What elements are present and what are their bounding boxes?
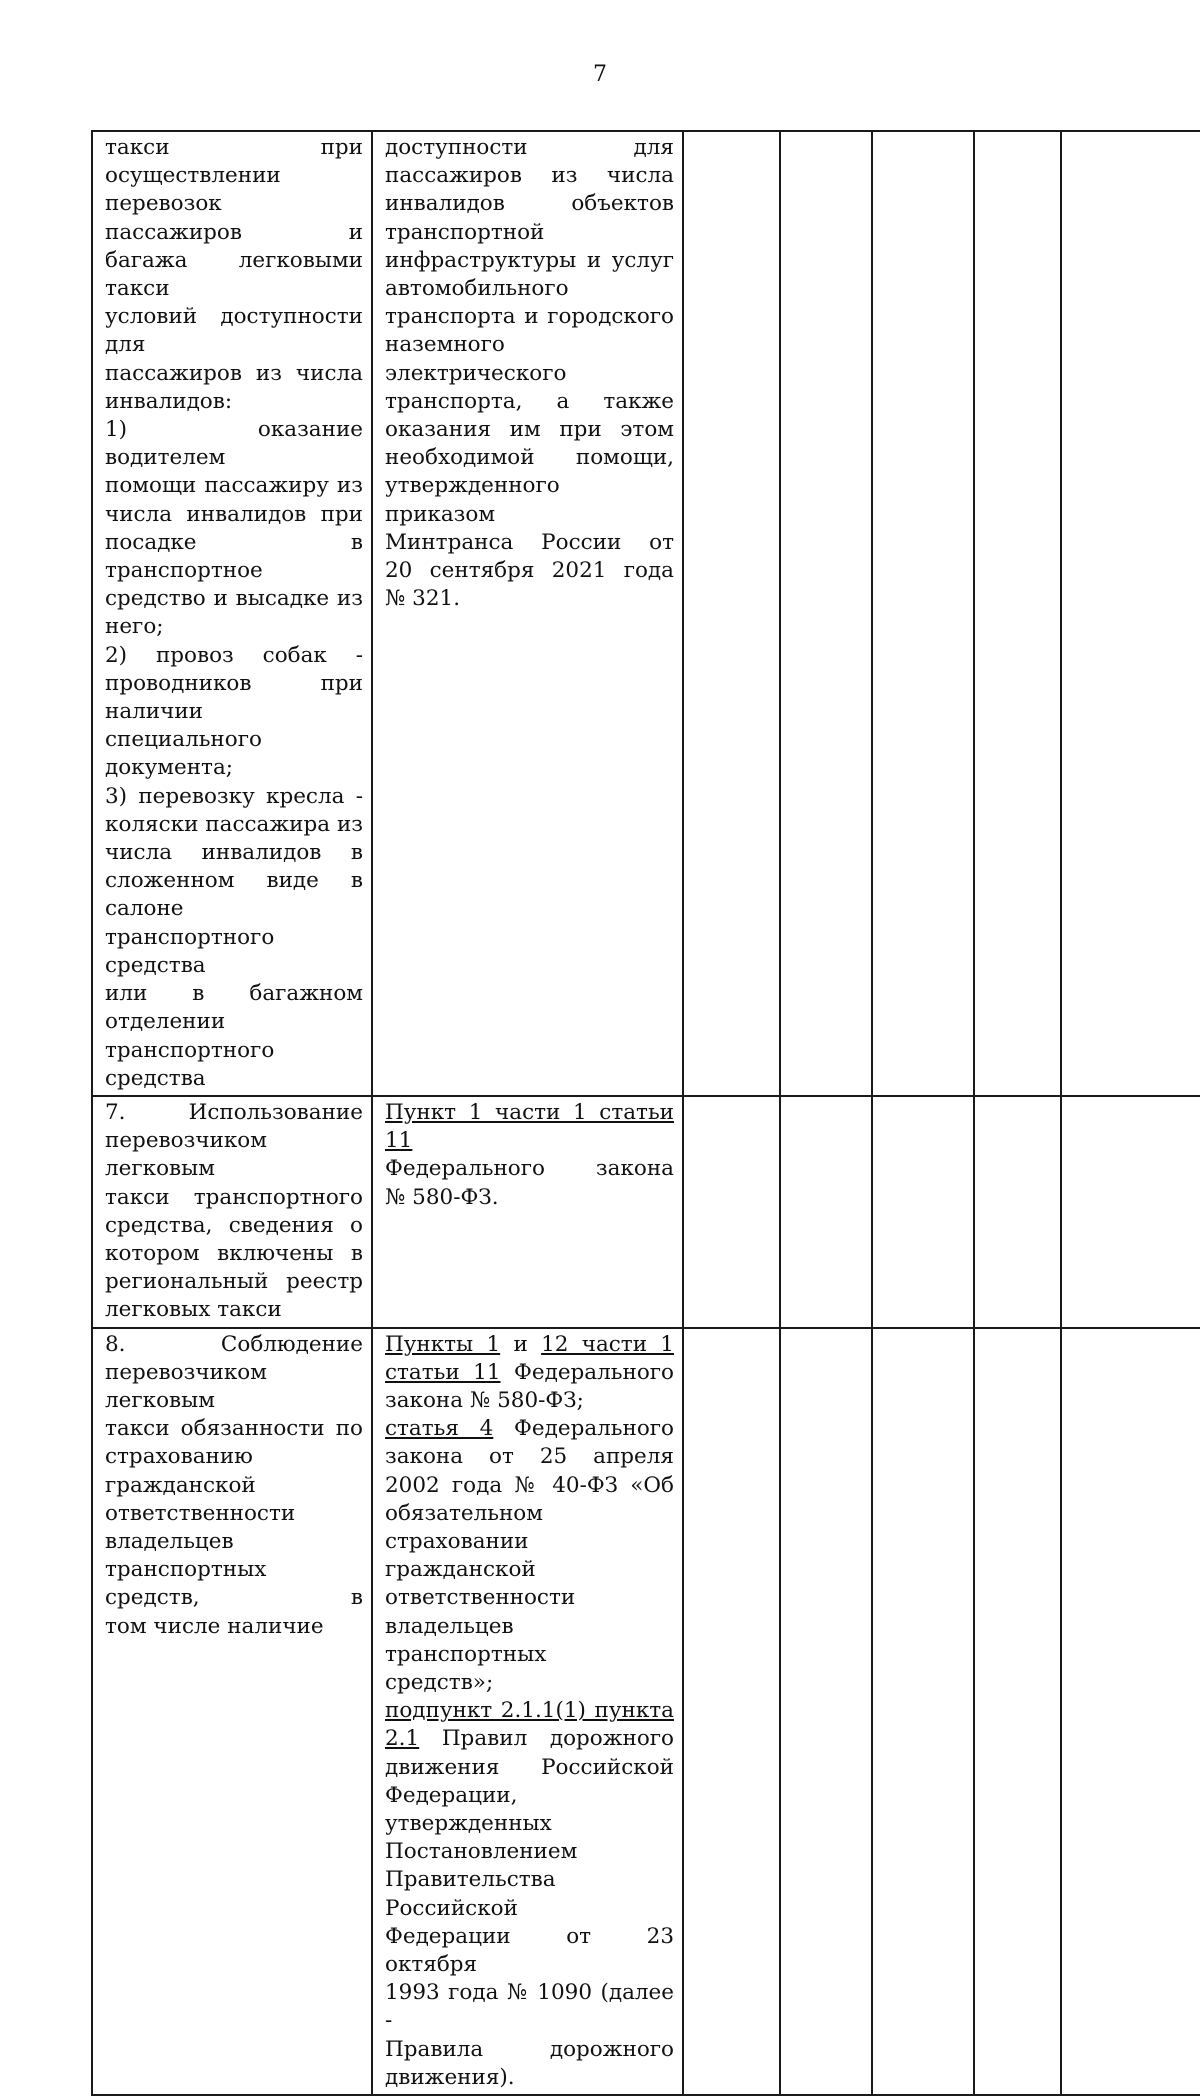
text-line: перевозчиком легковым (105, 1359, 267, 1413)
text-line: осуществлении (105, 163, 281, 189)
text-line: транспортного средства (105, 924, 275, 978)
text-line: необходимой помощи, (385, 445, 674, 471)
text-line: коляски пассажира из (105, 811, 363, 837)
text-line: движения). (385, 2064, 515, 2090)
text-line: котором включены в (105, 1240, 363, 1266)
text-line: средства, сведения о (105, 1212, 363, 1238)
empty-cell (1061, 1328, 1200, 2095)
text-line: наземного электрического (385, 332, 567, 386)
empty-cell (872, 1096, 974, 1328)
text-line: закона № 580-ФЗ; (385, 1387, 584, 1413)
empty-cell (683, 1328, 780, 2095)
text-fragment: Правил дорожного (441, 1726, 674, 1752)
text-line: 1) оказание водителем (105, 417, 363, 471)
text-line (385, 1415, 674, 1443)
reference-cell (372, 1096, 683, 1328)
empty-cell (780, 131, 872, 1096)
text-line: посадке в транспортное (105, 529, 363, 584)
table-row (92, 1096, 1200, 1328)
text-line: транспорта и городского (385, 304, 674, 330)
text-line: 2) провоз собак - (105, 642, 363, 668)
legal-reference-link[interactable]: статья 4 (385, 1416, 494, 1442)
text-line: 3) перевозку кресла - (105, 783, 363, 809)
text-line: пассажиров из числа (385, 163, 674, 189)
page-number: 7 (593, 62, 607, 87)
text-line: числа инвалидов при (105, 501, 363, 527)
text-line: пассажиров из числа (105, 360, 363, 386)
text-line: сложенном виде в салоне (105, 868, 363, 922)
text-line: или в багажном (105, 981, 363, 1007)
text-line: владельцев (105, 1528, 234, 1554)
reference-cell (372, 1328, 683, 2095)
text-line: ответственности (385, 1585, 576, 1611)
text-line: такси транспортного (105, 1184, 363, 1210)
empty-cell (974, 131, 1061, 1096)
text-line: помощи пассажиру из (105, 473, 363, 499)
text-line: перевозчиком легковым (105, 1128, 267, 1182)
text-line: оказания им при этом (385, 417, 674, 443)
requirement-cell (92, 1328, 372, 2095)
text-line: доступности для (385, 135, 674, 160)
empty-cell (872, 1328, 974, 2095)
empty-cell (683, 1096, 780, 1328)
empty-cell (974, 1096, 1061, 1328)
text-line: багажа легковыми такси (105, 247, 363, 302)
text-line: ответственности (105, 1500, 296, 1526)
text-line: документа; (105, 755, 234, 781)
text-line: Федерального закона (385, 1156, 674, 1182)
table-row (92, 131, 1200, 1096)
legal-reference-link[interactable]: 2.1 (385, 1726, 420, 1752)
text-line: условий доступности для (105, 304, 363, 358)
text-fragment: Федерального (514, 1416, 674, 1442)
empty-cell (872, 131, 974, 1096)
text-line: инвалидов объектов (385, 191, 674, 217)
text-line: транспортной (385, 219, 545, 245)
legal-reference-link[interactable]: подпункт 2.1.1(1) пункта (385, 1698, 674, 1724)
text-line: Минтранса России от (385, 529, 674, 555)
text-line: 2002 года № 40-ФЗ «Об (385, 1472, 674, 1498)
text-line: автомобильного (385, 276, 569, 302)
text-line: движения Российской (385, 1754, 674, 1780)
empty-cell (780, 1096, 872, 1328)
empty-cell (1061, 1096, 1200, 1328)
legal-reference-link[interactable]: статьи 11 (385, 1359, 501, 1385)
text-line: транспорта, а также (385, 388, 674, 414)
text-line: наличии специального (105, 699, 262, 753)
text-line: владельцев транспортных (385, 1613, 547, 1667)
text-line: гражданской (385, 1557, 536, 1583)
text-line: обязательном страховании (385, 1500, 543, 1554)
empty-cell (780, 1328, 872, 2095)
text-line: Правила дорожного (385, 2036, 674, 2062)
text-fragment: Федерального (514, 1359, 674, 1385)
text-line: инвалидов: (105, 388, 233, 414)
text-line: 1993 года № 1090 (далее - (385, 1980, 674, 2034)
legal-reference-link[interactable]: 12 части 1 (541, 1331, 674, 1357)
requirements-table (91, 130, 1200, 2096)
requirement-cell (92, 1096, 372, 1328)
text-line: № 580-ФЗ. (385, 1184, 499, 1210)
text-line: отделении (105, 1009, 226, 1035)
text-line: числа инвалидов в (105, 840, 363, 866)
text-line: Федерации от 23 октября (385, 1923, 674, 1977)
requirement-cell (92, 131, 372, 1096)
text-line (385, 1725, 674, 1753)
text-line: него; (105, 614, 164, 640)
text-fragment: и (513, 1331, 528, 1357)
text-line: легковых такси (105, 1297, 282, 1323)
text-line: такси при (105, 135, 363, 160)
text-line (385, 1331, 674, 1359)
reference-cell (372, 131, 683, 1096)
text-line: транспортных средств, в (105, 1557, 363, 1611)
text-line: региональный реестр (105, 1269, 363, 1295)
text-line: Постановлением (385, 1839, 578, 1865)
text-line: средств»; (385, 1669, 494, 1695)
text-line: перевозок пассажиров и (105, 191, 363, 245)
text-line: закона от 25 апреля (385, 1444, 674, 1470)
text-line: проводников при (105, 670, 363, 696)
text-line: 8. Соблюдение (105, 1331, 363, 1357)
legal-reference-link[interactable]: Пункты 1 (385, 1331, 501, 1357)
table-row (92, 1328, 1200, 2095)
empty-cell (1061, 131, 1200, 1096)
text-line: Правительства Российской (385, 1867, 556, 1921)
text-line: Федерации, утвержденных (385, 1782, 552, 1836)
text-line: 7. Использование (105, 1099, 363, 1125)
text-line: том числе наличие (105, 1613, 324, 1639)
legal-reference-link[interactable]: Пункт 1 части 1 статьи 11 (385, 1099, 674, 1154)
text-line (385, 1359, 674, 1387)
empty-cell (683, 131, 780, 1096)
text-line: № 321. (385, 586, 461, 612)
text-line: инфраструктуры и услуг (385, 247, 674, 273)
text-line: страхованию (105, 1444, 253, 1470)
empty-cell (974, 1328, 1061, 2095)
text-line: транспортного средства (105, 1037, 275, 1091)
text-line: средство и высадке из (105, 586, 363, 612)
text-line: такси обязанности по (105, 1416, 363, 1442)
text-line: гражданской (105, 1472, 256, 1498)
text-line: 20 сентября 2021 года (385, 558, 674, 584)
text-line: утвержденного приказом (385, 473, 560, 527)
